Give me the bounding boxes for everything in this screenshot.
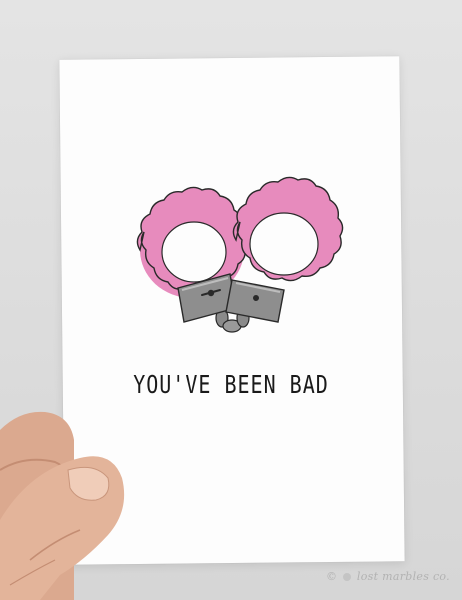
copyright-symbol: © bbox=[326, 570, 338, 583]
card-caption: YOU'VE BEEN BAD bbox=[133, 369, 329, 399]
watermark-text: lost marbles co. bbox=[356, 570, 450, 583]
